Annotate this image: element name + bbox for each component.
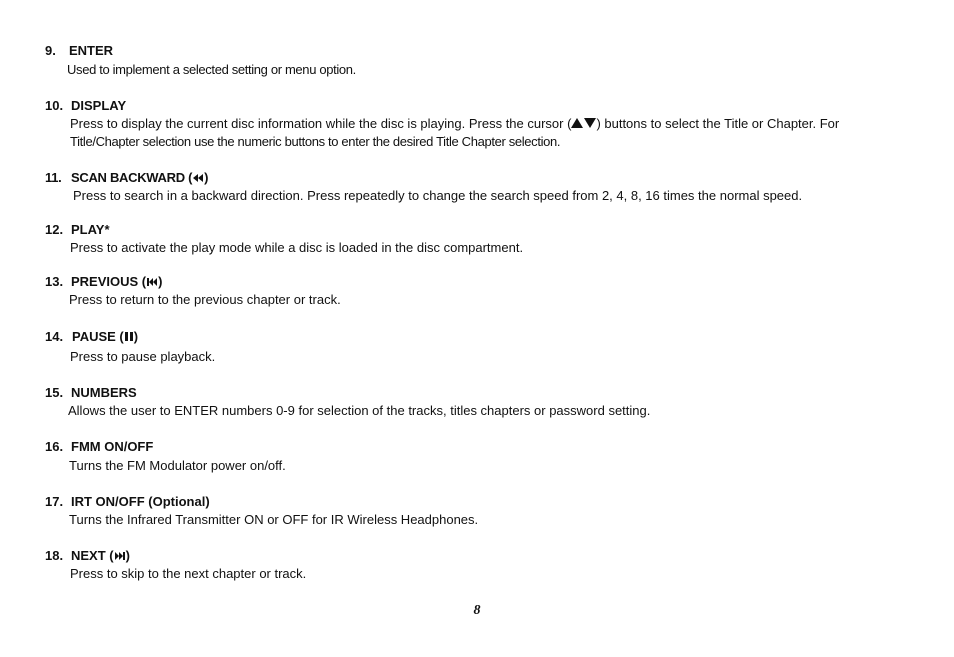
item-title: PAUSE ( [72, 329, 124, 344]
item-number: 10. [45, 98, 64, 113]
item-title-end: ) [204, 170, 209, 185]
item-title: NUMBERS [71, 385, 137, 400]
item-12-description: Press to activate the play mode while a disc is loaded in the disc compartment. [70, 240, 524, 255]
item-number: 14. [45, 329, 64, 344]
item-number: 13. [45, 274, 64, 289]
item-11-heading [45, 170, 208, 186]
item-title-end: ) [133, 329, 139, 344]
item-10-description-cont: Title/Chapter selection use the numeric buttons to enter the desired Title Chapter selection. [70, 134, 561, 149]
item-title: NEXT ( [71, 548, 114, 563]
page-number: 8 [473, 603, 481, 618]
down-arrow-icon [584, 118, 596, 128]
item-9-description: Used to implement a selected setting or menu option. [67, 62, 356, 77]
item-14-description: Press to pause playback. [70, 349, 216, 364]
item-title: FMM ON/OFF [71, 439, 154, 454]
item-number: 15. [45, 385, 64, 400]
item-title: ENTER [69, 43, 114, 58]
item-18-heading [45, 548, 130, 564]
item-13-description: Press to return to the previous chapter or track. [69, 292, 341, 307]
item-number: 12. [45, 222, 64, 237]
item-13-heading [45, 274, 162, 290]
item-14-heading [45, 329, 138, 345]
item-title: PLAY* [71, 222, 110, 237]
description-part: Press to display the current disc information while the disc is playing. Press the cursor ( [70, 116, 572, 131]
item-10-description [70, 115, 839, 133]
item-title: IRT ON/OFF (Optional) [71, 494, 210, 509]
item-title-end: ) [125, 548, 130, 563]
item-17-heading [45, 494, 210, 510]
item-15-description: Allows the user to ENTER numbers 0-9 for selection of the tracks, titles chapters or password setting. [68, 403, 651, 418]
item-title-end: ) [158, 274, 163, 289]
item-title: PREVIOUS ( [71, 274, 147, 289]
item-16-description: Turns the FM Modulator power on/off. [69, 458, 286, 473]
item-11-description: Press to search in a backward direction. Press repeatedly to change the search speed from 2, 4, 8, 16 times the normal speed. [73, 188, 803, 203]
item-number: 18. [45, 548, 64, 563]
previous-icon [146, 277, 158, 287]
item-10-heading [45, 98, 126, 114]
rewind-icon [192, 173, 204, 183]
item-title: SCAN BACKWARD ( [71, 170, 193, 185]
pause-icon [124, 331, 134, 342]
item-17-description: Turns the Infrared Transmitter ON or OFF for IR Wireless Headphones. [69, 512, 479, 527]
item-title: DISPLAY [71, 98, 127, 113]
up-arrow-icon [571, 118, 583, 128]
item-9-heading [45, 43, 113, 59]
next-icon [114, 551, 126, 561]
item-number: 17. [45, 494, 64, 509]
item-18-description: Press to skip to the next chapter or track. [70, 566, 307, 581]
item-15-heading [45, 385, 137, 401]
item-12-heading [45, 222, 110, 238]
item-number: 9. [45, 43, 56, 58]
item-number: 16. [45, 439, 64, 454]
item-number: 11. [45, 170, 62, 185]
item-16-heading [45, 439, 153, 455]
description-part: ) buttons to select the Title or Chapter. For [596, 116, 840, 131]
